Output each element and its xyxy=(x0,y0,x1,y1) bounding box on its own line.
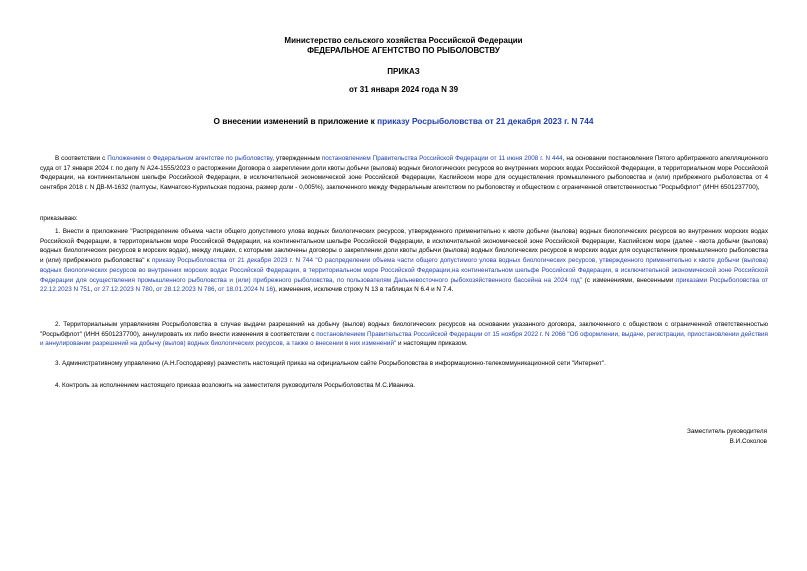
signer-position: Заместитель руководителя xyxy=(686,428,767,435)
regulation-link[interactable]: Положением о Федеральном агентстве по рыболовству xyxy=(107,155,273,162)
item-4-paragraph: 4. Контроль за исполнением настоящего приказа возложить на заместителя руководителя Росрыболовства М.С.Иваника. xyxy=(55,382,416,389)
government-decree-link[interactable]: постановлением Правительства Российской Федерации от 11 июня 2008 г. N 444 xyxy=(321,155,563,162)
item-2-paragraph: 2. Территориальным управлениям Росрыболовства в случае выдачи разрешений на добычу (вылов) водных биологических ресурсов на основании указанного договора, заключенного с обществом с ограниченной ответственностью "Росрыбфлот" (ИНН 6501237700), аннулировать их либо внести изменения в соответствии с постановлением Правительства Российской Федерации от 15 ноября 2022 г. N 2066 "Об оформлении, выдаче, регистрации, приостановлении действия и аннулировании разрешений на добычу (вылов) водных биологических ресурсов, а также о внесении в них изменений" и настоящим приказом. xyxy=(40,321,768,348)
order-word: приказываю: xyxy=(40,215,78,222)
title-text: О внесении изменений в приложение к xyxy=(213,116,378,126)
order-780-link[interactable]: от 27.12.2023 N 780 xyxy=(93,286,153,294)
item-1-paragraph: 1. Внести в приложение "Распределение объема части общего допустимого улова водных биологических ресурсов, утвержденного применительно к квоте добычи (вылова) водных биологических ресурсов во внутренних морских водах Российской Федерации, в территориальном море Российской Федерации, на континентальном шельфе Российской Федерации, в исключительной экономической зоне Российской Федерации, Каспийском море (далее - квота добычи (вылова) водных биологических ресурсов в морских водах), между лицами, с которыми заключены договоры о закреплении доли квоты добычи (вылова) водных биологических ресурсов в морских водах для осуществления промышленного рыболовства и (или) прибрежного рыболовства" к приказу Росрыболовства от 21 декабря 2023 г. N 744 "О распределении объема части общего допустимого улова водных биологических ресурсов, утвержденного применительно к квоте добычи (вылова) водных биологических ресурсов во внутренних морских водах Российской Федерации, в территориальном море Российской Федерации,на континентальном шельфе Российской Федерации, в исключительной экономической зоне Российской Федерации для осуществления промышленного рыболовства и (или) прибрежного рыболовства, по пользователям Дальневосточного рыбохозяйственного бассейна на 2024 год" (с изменениями, внесенными приказами Росрыболовства от 22.12.2023 N 751, от 27.12.2023 N 780, от 28.12.2023 N 786, от 18.01.2024 N 16), изменения, исключив строку N 13 в таблицах N 6.4 и N 7.4. xyxy=(40,228,768,294)
order-751-link[interactable]: приказами Росрыболовства от 22.12.2023 N 751 xyxy=(40,276,768,294)
document-date-number: от 31 января 2024 года N 39 xyxy=(348,85,459,94)
document-type: ПРИКАЗ xyxy=(387,67,420,76)
item-3-paragraph: 3. Административному управлению (А.Н.Господареву) разместить настоящий приказ на официальном сайте Росрыболовства в информационно-телекоммуникационной сети "Интернет". xyxy=(55,360,606,367)
order-16-link[interactable]: от 18.01.2024 N 16 xyxy=(218,286,274,294)
agency-name: ФЕДЕРАЛЬНОЕ АГЕНТСТВО ПО РЫБОЛОВСТВУ xyxy=(307,46,500,55)
ministry-name: Министерство сельского хозяйства Российской Федерации xyxy=(284,36,523,45)
signature-block xyxy=(687,427,767,447)
preamble-paragraph: В соответствии с Положением о Федеральном агентстве по рыболовству, утвержденным постановлением Правительства Российской Федерации от 11 июня 2008 г. N 444, на основании постановления Пятого арбитражного апелляционного суда от 17 января 2024 г. по делу N А24-1555/2023 о расторжении Договора о закреплении доли квоты добычи (вылова) водных биологических ресурсов во внутренних морских водах Российской Федерации, в территориальном море Российской Федерации, на континентальном шельфе Российской Федерации, в исключительной экономической зоне Российской Федерации, Каспийском море для осуществления промышленного рыболовства и (или) прибрежного рыболовства от 4 сентября 2018 г. N ДВ-М-1632 (палтусы, Камчатско-Курильская подзона, размер доли - 0,005%), заключенного между Федеральным агентством по рыболовству и обществом с ограниченной ответственностью "Росрыбфлот" (ИНН 6501237700), xyxy=(40,155,768,192)
signer-name: В.И.Соколов xyxy=(729,438,767,445)
order-744-link[interactable]: приказу Росрыболовства от 21 декабря 2023 г. N 744 "О распределении объема части общего допустимого улова водных биологических ресурсов, утвержденного применительно к квоте добычи (вылова) водных биологических ресурсов во внутренних морских водах Российской Федерации, в территориальном море Российской Федерации,на континентальном шельфе Российской Федерации, в исключительной экономической зоне Российской Федерации для осуществления промышленного рыболовства и (или) прибрежного рыболовства, по пользователям Дальневосточного рыбохозяйственного бассейна на 2024 год" xyxy=(40,257,768,284)
order-786-link[interactable]: от 28.12.2023 N 786 xyxy=(156,286,215,294)
decree-2066-link[interactable]: постановлением Правительства Российской Федерации от 15 ноября 2022 г. N 2066 "Об оформлении, выдаче, регистрации, приостановлении действия и аннулировании разрешений на добычу (вылов) водных биологических ресурсов, а также о внесении в них изменений" xyxy=(40,330,768,348)
title-order-link[interactable]: приказу Росрыболовства от 21 декабря 2023 г. N 744 xyxy=(377,116,594,126)
document-title xyxy=(60,116,747,127)
